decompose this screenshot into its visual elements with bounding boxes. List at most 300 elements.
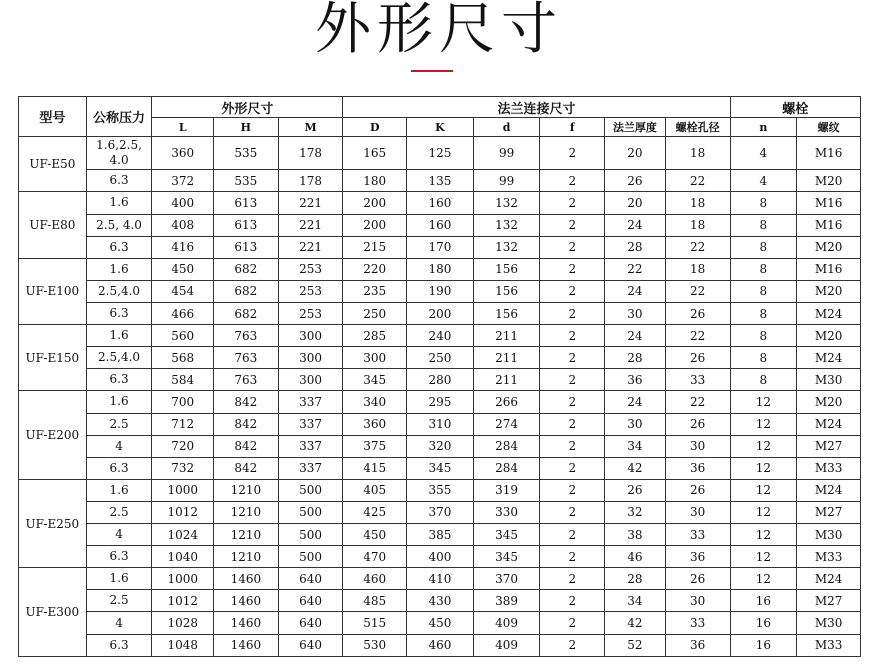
cell-model: UF-E200 [19, 391, 87, 479]
cell-f: 2 [540, 137, 605, 170]
table-row [19, 347, 861, 369]
table-row [19, 391, 861, 413]
table-row [19, 568, 861, 590]
cell-flange-thickness: 22 [605, 258, 666, 280]
cell-bolt-hole: 26 [665, 479, 730, 501]
table-row [19, 192, 861, 214]
cell-L: 1000 [152, 479, 214, 501]
cell-D: 485 [343, 590, 407, 612]
cell-M: 337 [278, 391, 343, 413]
cell-f: 2 [540, 258, 605, 280]
cell-d: 211 [473, 369, 540, 391]
cell-H: 535 [214, 170, 279, 192]
cell-K: 400 [407, 546, 474, 568]
cell-H: 613 [214, 192, 279, 214]
cell-H: 1210 [214, 524, 279, 546]
header-n: n [730, 118, 797, 137]
cell-pressure: 6.3 [86, 457, 152, 479]
cell-M: 337 [278, 435, 343, 457]
cell-d: 266 [473, 391, 540, 413]
cell-bolt-hole: 36 [665, 634, 730, 656]
dimensions-table-container [18, 96, 861, 657]
cell-bolt-hole: 18 [665, 258, 730, 280]
cell-f: 2 [540, 524, 605, 546]
cell-H: 842 [214, 391, 279, 413]
page-title: 外形尺寸 [315, 0, 563, 62]
cell-D: 450 [343, 524, 407, 546]
cell-pressure: 1.6 [86, 391, 152, 413]
cell-M: 500 [278, 546, 343, 568]
cell-K: 370 [407, 501, 474, 523]
cell-M: 500 [278, 501, 343, 523]
cell-flange-thickness: 24 [605, 391, 666, 413]
header-K: K [407, 118, 474, 137]
cell-K: 450 [407, 612, 474, 634]
cell-D: 285 [343, 325, 407, 347]
cell-K: 295 [407, 391, 474, 413]
cell-pressure: 2.5, 4.0 [86, 214, 152, 236]
cell-H: 763 [214, 347, 279, 369]
header-bolt: 螺栓 [730, 97, 860, 118]
cell-M: 178 [278, 137, 343, 170]
cell-bolt-hole: 33 [665, 612, 730, 634]
cell-pressure: 1.6,2.5, 4.0 [86, 137, 152, 170]
cell-L: 1040 [152, 546, 214, 568]
cell-H: 763 [214, 369, 279, 391]
cell-L: 700 [152, 391, 214, 413]
cell-bolt-hole: 30 [665, 590, 730, 612]
cell-M: 178 [278, 170, 343, 192]
cell-M: 640 [278, 590, 343, 612]
cell-f: 2 [540, 413, 605, 435]
cell-thread: M30 [797, 369, 861, 391]
cell-pressure: 2.5 [86, 590, 152, 612]
cell-thread: M16 [797, 137, 861, 170]
cell-bolt-hole: 30 [665, 435, 730, 457]
cell-thread: M27 [797, 435, 861, 457]
header-M: M [278, 118, 343, 137]
cell-pressure: 6.3 [86, 369, 152, 391]
cell-flange-thickness: 34 [605, 435, 666, 457]
cell-model: UF-E100 [19, 258, 87, 324]
cell-D: 375 [343, 435, 407, 457]
cell-pressure: 6.3 [86, 634, 152, 656]
cell-flange-thickness: 32 [605, 501, 666, 523]
cell-thread: M27 [797, 501, 861, 523]
cell-H: 763 [214, 325, 279, 347]
header-thread: 螺纹 [797, 118, 861, 137]
cell-d: 211 [473, 325, 540, 347]
cell-n: 12 [730, 391, 797, 413]
cell-n: 8 [730, 369, 797, 391]
cell-L: 1048 [152, 634, 214, 656]
cell-K: 125 [407, 137, 474, 170]
cell-K: 385 [407, 524, 474, 546]
cell-D: 180 [343, 170, 407, 192]
table-row [19, 524, 861, 546]
cell-thread: M20 [797, 325, 861, 347]
cell-bolt-hole: 22 [665, 391, 730, 413]
cell-H: 842 [214, 413, 279, 435]
cell-D: 470 [343, 546, 407, 568]
cell-d: 132 [473, 236, 540, 258]
table-row [19, 170, 861, 192]
cell-H: 1460 [214, 634, 279, 656]
cell-K: 355 [407, 479, 474, 501]
cell-D: 530 [343, 634, 407, 656]
cell-L: 1028 [152, 612, 214, 634]
cell-H: 682 [214, 302, 279, 324]
cell-D: 200 [343, 214, 407, 236]
cell-L: 1012 [152, 501, 214, 523]
cell-M: 300 [278, 325, 343, 347]
cell-thread: M24 [797, 347, 861, 369]
cell-model: UF-E50 [19, 137, 87, 192]
table-row [19, 457, 861, 479]
cell-L: 400 [152, 192, 214, 214]
cell-K: 430 [407, 590, 474, 612]
cell-H: 613 [214, 214, 279, 236]
cell-pressure: 2.5,4.0 [86, 280, 152, 302]
cell-D: 250 [343, 302, 407, 324]
cell-H: 1210 [214, 546, 279, 568]
cell-H: 613 [214, 236, 279, 258]
cell-K: 240 [407, 325, 474, 347]
cell-K: 200 [407, 302, 474, 324]
cell-model: UF-E80 [19, 192, 87, 258]
cell-M: 500 [278, 479, 343, 501]
table-row [19, 302, 861, 324]
cell-n: 16 [730, 590, 797, 612]
cell-flange-thickness: 52 [605, 634, 666, 656]
cell-pressure: 6.3 [86, 170, 152, 192]
cell-M: 253 [278, 280, 343, 302]
cell-thread: M16 [797, 258, 861, 280]
cell-H: 842 [214, 435, 279, 457]
cell-thread: M30 [797, 524, 861, 546]
cell-K: 170 [407, 236, 474, 258]
cell-L: 454 [152, 280, 214, 302]
cell-f: 2 [540, 590, 605, 612]
cell-D: 460 [343, 568, 407, 590]
cell-L: 408 [152, 214, 214, 236]
cell-bolt-hole: 36 [665, 457, 730, 479]
dimensions-table [18, 96, 861, 657]
cell-thread: M20 [797, 236, 861, 258]
header-d: d [473, 118, 540, 137]
cell-pressure: 2.5 [86, 413, 152, 435]
cell-H: 1210 [214, 479, 279, 501]
cell-n: 12 [730, 501, 797, 523]
cell-d: 132 [473, 192, 540, 214]
table-body [19, 137, 861, 657]
cell-M: 640 [278, 568, 343, 590]
cell-d: 330 [473, 501, 540, 523]
table-row [19, 236, 861, 258]
cell-f: 2 [540, 479, 605, 501]
cell-d: 284 [473, 457, 540, 479]
cell-bolt-hole: 22 [665, 325, 730, 347]
table-row [19, 435, 861, 457]
cell-thread: M24 [797, 302, 861, 324]
cell-M: 337 [278, 413, 343, 435]
cell-M: 337 [278, 457, 343, 479]
cell-D: 340 [343, 391, 407, 413]
cell-M: 300 [278, 347, 343, 369]
cell-H: 1460 [214, 568, 279, 590]
cell-thread: M20 [797, 280, 861, 302]
cell-n: 8 [730, 325, 797, 347]
cell-d: 319 [473, 479, 540, 501]
cell-f: 2 [540, 568, 605, 590]
cell-model: UF-E150 [19, 325, 87, 391]
cell-thread: M33 [797, 634, 861, 656]
cell-pressure: 2.5,4.0 [86, 347, 152, 369]
cell-flange-thickness: 28 [605, 568, 666, 590]
cell-n: 16 [730, 612, 797, 634]
cell-n: 12 [730, 524, 797, 546]
cell-D: 165 [343, 137, 407, 170]
cell-flange-thickness: 20 [605, 192, 666, 214]
cell-flange-thickness: 30 [605, 413, 666, 435]
cell-L: 568 [152, 347, 214, 369]
table-row [19, 634, 861, 656]
cell-K: 460 [407, 634, 474, 656]
cell-bolt-hole: 36 [665, 546, 730, 568]
cell-bolt-hole: 18 [665, 214, 730, 236]
cell-d: 156 [473, 258, 540, 280]
cell-pressure: 6.3 [86, 236, 152, 258]
table-row [19, 413, 861, 435]
cell-flange-thickness: 46 [605, 546, 666, 568]
cell-n: 8 [730, 258, 797, 280]
header-flange-thickness: 法兰厚度 [605, 118, 666, 137]
cell-n: 12 [730, 413, 797, 435]
cell-d: 274 [473, 413, 540, 435]
cell-D: 215 [343, 236, 407, 258]
cell-flange-thickness: 24 [605, 280, 666, 302]
cell-L: 560 [152, 325, 214, 347]
cell-d: 345 [473, 524, 540, 546]
cell-f: 2 [540, 192, 605, 214]
cell-d: 156 [473, 280, 540, 302]
cell-bolt-hole: 30 [665, 501, 730, 523]
cell-K: 180 [407, 258, 474, 280]
cell-M: 640 [278, 612, 343, 634]
cell-model: UF-E300 [19, 568, 87, 657]
cell-n: 12 [730, 568, 797, 590]
cell-L: 360 [152, 137, 214, 170]
cell-bolt-hole: 22 [665, 236, 730, 258]
cell-D: 300 [343, 347, 407, 369]
cell-M: 500 [278, 524, 343, 546]
cell-bolt-hole: 26 [665, 302, 730, 324]
cell-bolt-hole: 26 [665, 568, 730, 590]
cell-H: 1210 [214, 501, 279, 523]
cell-L: 1024 [152, 524, 214, 546]
cell-K: 320 [407, 435, 474, 457]
cell-thread: M16 [797, 192, 861, 214]
cell-f: 2 [540, 236, 605, 258]
cell-pressure: 1.6 [86, 325, 152, 347]
cell-flange-thickness: 30 [605, 302, 666, 324]
header-model: 型号 [19, 97, 87, 137]
cell-K: 345 [407, 457, 474, 479]
cell-pressure: 4 [86, 612, 152, 634]
cell-bolt-hole: 22 [665, 170, 730, 192]
cell-d: 99 [473, 137, 540, 170]
table-row [19, 479, 861, 501]
cell-pressure: 1.6 [86, 192, 152, 214]
cell-f: 2 [540, 280, 605, 302]
cell-n: 4 [730, 170, 797, 192]
cell-L: 1000 [152, 568, 214, 590]
cell-d: 345 [473, 546, 540, 568]
cell-bolt-hole: 18 [665, 137, 730, 170]
cell-bolt-hole: 33 [665, 524, 730, 546]
cell-n: 8 [730, 214, 797, 236]
cell-K: 310 [407, 413, 474, 435]
cell-thread: M33 [797, 457, 861, 479]
cell-f: 2 [540, 170, 605, 192]
cell-f: 2 [540, 612, 605, 634]
cell-f: 2 [540, 214, 605, 236]
cell-L: 416 [152, 236, 214, 258]
cell-flange-thickness: 42 [605, 457, 666, 479]
cell-f: 2 [540, 325, 605, 347]
cell-L: 1012 [152, 590, 214, 612]
cell-D: 200 [343, 192, 407, 214]
title-underline [411, 70, 453, 72]
table-row [19, 214, 861, 236]
cell-n: 4 [730, 137, 797, 170]
cell-L: 450 [152, 258, 214, 280]
cell-flange-thickness: 36 [605, 369, 666, 391]
header-L: L [152, 118, 214, 137]
cell-thread: M30 [797, 612, 861, 634]
cell-K: 135 [407, 170, 474, 192]
cell-thread: M24 [797, 568, 861, 590]
cell-d: 409 [473, 634, 540, 656]
cell-D: 425 [343, 501, 407, 523]
cell-pressure: 4 [86, 435, 152, 457]
cell-H: 1460 [214, 590, 279, 612]
cell-n: 8 [730, 302, 797, 324]
cell-pressure: 6.3 [86, 302, 152, 324]
cell-d: 409 [473, 612, 540, 634]
cell-pressure: 1.6 [86, 568, 152, 590]
cell-K: 250 [407, 347, 474, 369]
table-row [19, 501, 861, 523]
cell-L: 732 [152, 457, 214, 479]
cell-bolt-hole: 22 [665, 280, 730, 302]
cell-H: 535 [214, 137, 279, 170]
cell-flange-thickness: 24 [605, 325, 666, 347]
cell-f: 2 [540, 457, 605, 479]
cell-K: 160 [407, 192, 474, 214]
cell-bolt-hole: 26 [665, 413, 730, 435]
cell-flange-thickness: 26 [605, 479, 666, 501]
cell-thread: M27 [797, 590, 861, 612]
header-D: D [343, 118, 407, 137]
cell-f: 2 [540, 435, 605, 457]
cell-f: 2 [540, 302, 605, 324]
cell-M: 640 [278, 634, 343, 656]
cell-H: 842 [214, 457, 279, 479]
cell-H: 1460 [214, 612, 279, 634]
cell-bolt-hole: 33 [665, 369, 730, 391]
header-pressure: 公称压力 [86, 97, 152, 137]
table-row [19, 137, 861, 170]
cell-n: 12 [730, 546, 797, 568]
cell-n: 16 [730, 634, 797, 656]
cell-d: 389 [473, 590, 540, 612]
table-row [19, 280, 861, 302]
cell-d: 370 [473, 568, 540, 590]
table-row [19, 546, 861, 568]
cell-n: 12 [730, 435, 797, 457]
cell-L: 372 [152, 170, 214, 192]
cell-pressure: 1.6 [86, 258, 152, 280]
cell-n: 8 [730, 280, 797, 302]
cell-M: 300 [278, 369, 343, 391]
cell-bolt-hole: 26 [665, 347, 730, 369]
cell-D: 360 [343, 413, 407, 435]
cell-pressure: 4 [86, 524, 152, 546]
cell-K: 160 [407, 214, 474, 236]
cell-D: 405 [343, 479, 407, 501]
cell-flange-thickness: 42 [605, 612, 666, 634]
cell-thread: M24 [797, 413, 861, 435]
cell-H: 682 [214, 280, 279, 302]
cell-K: 280 [407, 369, 474, 391]
cell-pressure: 1.6 [86, 479, 152, 501]
cell-M: 253 [278, 258, 343, 280]
cell-n: 12 [730, 479, 797, 501]
cell-n: 12 [730, 457, 797, 479]
cell-bolt-hole: 18 [665, 192, 730, 214]
cell-thread: M20 [797, 391, 861, 413]
cell-flange-thickness: 28 [605, 236, 666, 258]
cell-M: 253 [278, 302, 343, 324]
cell-thread: M33 [797, 546, 861, 568]
cell-f: 2 [540, 369, 605, 391]
cell-L: 466 [152, 302, 214, 324]
cell-D: 415 [343, 457, 407, 479]
cell-H: 682 [214, 258, 279, 280]
cell-flange-thickness: 20 [605, 137, 666, 170]
header-outline: 外形尺寸 [152, 97, 343, 118]
header-bolt-hole: 螺栓孔径 [665, 118, 730, 137]
table-row [19, 590, 861, 612]
cell-flange-thickness: 28 [605, 347, 666, 369]
cell-pressure: 6.3 [86, 546, 152, 568]
cell-D: 220 [343, 258, 407, 280]
cell-flange-thickness: 24 [605, 214, 666, 236]
table-row [19, 258, 861, 280]
header-flange: 法兰连接尺寸 [343, 97, 730, 118]
cell-thread: M16 [797, 214, 861, 236]
cell-D: 235 [343, 280, 407, 302]
cell-d: 284 [473, 435, 540, 457]
cell-n: 8 [730, 236, 797, 258]
cell-model: UF-E250 [19, 479, 87, 567]
cell-n: 8 [730, 347, 797, 369]
cell-d: 132 [473, 214, 540, 236]
cell-d: 99 [473, 170, 540, 192]
cell-D: 515 [343, 612, 407, 634]
cell-M: 221 [278, 236, 343, 258]
